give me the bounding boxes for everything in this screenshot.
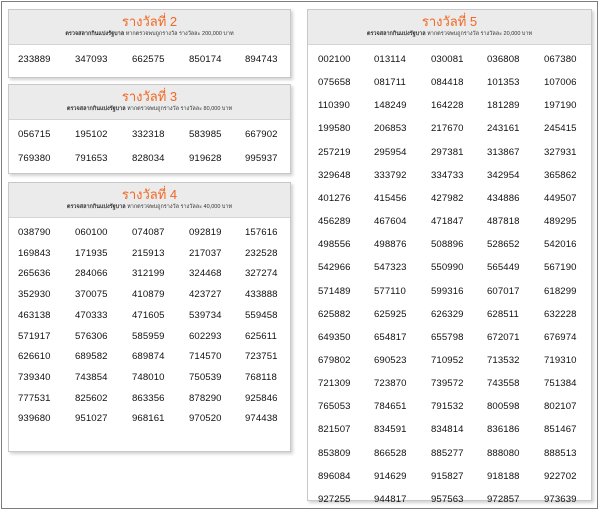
prize-number: 164228 [431, 100, 464, 112]
prize-number: 559458 [245, 309, 278, 321]
prize-number: 030081 [431, 54, 464, 65]
prize-5-title: รางวัลที่ 5 [421, 14, 478, 29]
prize-number: 565449 [487, 262, 520, 274]
prize-3-title: รางวัลที่ 3 [121, 89, 178, 104]
prize-number: 723751 [245, 351, 278, 363]
prize-number: 925846 [245, 392, 278, 404]
prize-number: 655798 [431, 331, 464, 343]
prize-number: 401276 [318, 192, 351, 204]
prize-3-header [9, 85, 290, 120]
prize-4-title: รางวัลที่ 4 [121, 187, 178, 202]
prize-number: 743558 [487, 378, 520, 390]
prize-number: 970520 [189, 413, 222, 425]
prize-number: 834591 [374, 424, 407, 436]
prize-number: 284066 [75, 268, 108, 280]
prize-number: 169843 [18, 247, 51, 259]
prize-number: 171935 [75, 247, 108, 259]
prize-number: 654817 [374, 331, 407, 343]
prize-2-header [9, 10, 290, 45]
prize-number: 470333 [75, 309, 108, 321]
prize-5-subtitle: ตรวจสลากกินแบ่งรัฐบาล หากตรวจพบถูกรางวัล รางวัลละ 20,000 บาท [366, 31, 533, 37]
prize-number: 433888 [245, 289, 278, 301]
prize-number: 550990 [431, 262, 464, 274]
prize-number: 312199 [132, 268, 165, 280]
prize-2-panel [8, 9, 291, 78]
prize-number: 710952 [431, 354, 464, 366]
prize-number: 750539 [189, 371, 222, 383]
prize-number: 352930 [18, 289, 51, 301]
prize-number: 539734 [189, 309, 222, 321]
prize-number: 542016 [544, 239, 577, 251]
prize-number: 471847 [431, 216, 464, 228]
prize-number: 571489 [318, 285, 351, 297]
prize-number: 181289 [487, 100, 520, 112]
prize-number: 195102 [75, 129, 108, 140]
prize-number: 995937 [245, 153, 278, 164]
prize-number: 863356 [132, 392, 165, 404]
prize-2-subtitle: ตรวจสลากกินแบ่งรัฐบาล หากตรวจพบถูกรางวัล รางวัลละ 200,000 บาท [65, 31, 234, 37]
prize-4-panel [8, 182, 291, 452]
prize-number: 410879 [132, 289, 165, 301]
prize-number: 498876 [374, 239, 407, 251]
prize-2-title: รางวัลที่ 2 [121, 14, 178, 29]
prize-number: 585959 [132, 330, 165, 342]
prize-number: 888080 [487, 447, 520, 459]
prize-number: 743854 [75, 371, 108, 383]
prize-number: 233889 [18, 54, 51, 65]
prize-number: 719310 [544, 354, 577, 366]
prize-number: 968161 [132, 413, 165, 425]
prize-number: 974438 [245, 413, 278, 425]
prize-number: 602293 [189, 330, 222, 342]
prize-number: 748010 [132, 371, 165, 383]
prize-number: 896084 [318, 470, 351, 482]
prize-number: 508896 [431, 239, 464, 251]
prize-number: 498556 [318, 239, 351, 251]
prize-number: 060100 [75, 227, 108, 238]
prize-3-panel [8, 84, 291, 174]
prize-number: 784651 [374, 401, 407, 413]
prize-number: 471605 [132, 309, 165, 321]
prize-5-panel [307, 9, 592, 505]
prize-number: 370075 [75, 289, 108, 301]
prize-number: 084418 [431, 77, 464, 89]
prize-number: 739572 [431, 378, 464, 390]
prize-number: 628511 [487, 308, 519, 320]
prize-number: 342954 [487, 169, 520, 181]
prize-4-header [9, 183, 290, 218]
prize-number: 632228 [544, 308, 577, 320]
prize-number: 866528 [374, 447, 407, 459]
prize-number: 036808 [487, 54, 520, 65]
prize-number: 821507 [318, 424, 351, 436]
prize-number: 056715 [18, 129, 51, 140]
prize-number: 333792 [374, 169, 407, 181]
prize-number: 888513 [544, 447, 577, 459]
prize-number: 334733 [431, 169, 464, 181]
prize-number: 922702 [544, 470, 577, 482]
prize-number: 723870 [374, 378, 407, 390]
prize-number: 427982 [431, 192, 464, 204]
prize-number: 672071 [487, 331, 520, 343]
prize-number: 423727 [189, 289, 222, 301]
prize-number: 777531 [18, 392, 51, 404]
prize-number: 245415 [544, 123, 577, 135]
prize-number: 721309 [318, 378, 351, 390]
prize-number: 972857 [487, 493, 520, 505]
prize-number: 542966 [318, 262, 351, 274]
prize-number: 232528 [245, 247, 278, 259]
prize-number: 768118 [245, 371, 277, 383]
prize-number: 199580 [318, 123, 351, 135]
prize-number: 038790 [18, 227, 51, 238]
prize-number: 576306 [75, 330, 108, 342]
prize-number: 800598 [487, 401, 520, 413]
prize-number: 148249 [374, 100, 407, 112]
prize-number: 257219 [318, 146, 351, 158]
prize-number: 197190 [544, 100, 577, 112]
prize-number: 676974 [544, 331, 577, 343]
prize-number: 583985 [189, 129, 222, 140]
prize-number: 791532 [431, 401, 464, 413]
prize-number: 607017 [487, 285, 520, 297]
prize-number: 463138 [18, 309, 51, 321]
prize-number: 690523 [374, 354, 407, 366]
prize-number: 944817 [374, 493, 407, 505]
prize-number: 599316 [431, 285, 464, 297]
prize-number: 919628 [189, 153, 222, 164]
prize-number: 625925 [374, 308, 407, 320]
prize-number: 825602 [75, 392, 108, 404]
prize-number: 074087 [132, 227, 165, 238]
prize-number: 157616 [245, 227, 278, 238]
prize-number: 915827 [431, 470, 464, 482]
prize-number: 110390 [318, 100, 350, 112]
prize-number: 918188 [487, 470, 520, 482]
prize-number: 217670 [431, 123, 464, 135]
prize-number: 434886 [487, 192, 520, 204]
prize-number: 547323 [374, 262, 407, 274]
prize-number: 850174 [189, 54, 222, 65]
prize-number: 265636 [18, 268, 51, 280]
prize-number: 836186 [487, 424, 520, 436]
prize-number: 324468 [189, 268, 222, 280]
prize-number: 107006 [544, 77, 577, 89]
prize-number: 101353 [487, 77, 520, 89]
prize-number: 487818 [487, 216, 520, 228]
prize-number: 567190 [544, 262, 577, 274]
prize-number: 215913 [132, 247, 165, 259]
prize-number: 456289 [318, 216, 351, 228]
prize-number: 885277 [431, 447, 464, 459]
prize-number: 329648 [318, 169, 351, 181]
prize-number: 067380 [544, 54, 577, 65]
prize-number: 013114 [374, 54, 406, 65]
prize-number: 081711 [374, 77, 406, 89]
prize-number: 851467 [544, 424, 577, 436]
prize-number: 951027 [75, 413, 108, 425]
prize-number: 625611 [245, 330, 277, 342]
prize-number: 332318 [132, 129, 165, 140]
prize-4-subtitle: ตรวจสลากกินแบ่งรัฐบาล หากตรวจพบถูกรางวัล รางวัลละ 40,000 บาท [66, 204, 233, 210]
prize-number: 626329 [431, 308, 464, 320]
prize-number: 713532 [487, 354, 520, 366]
prize-number: 739340 [18, 371, 51, 383]
prize-number: 075658 [318, 77, 351, 89]
prize-number: 679802 [318, 354, 351, 366]
prize-number: 295954 [374, 146, 407, 158]
prize-number: 528652 [487, 239, 520, 251]
prize-number: 957563 [431, 493, 464, 505]
prize-number: 313867 [487, 146, 520, 158]
prize-number: 625882 [318, 308, 351, 320]
prize-number: 571917 [18, 330, 51, 342]
prize-number: 802107 [544, 401, 577, 413]
prize-5-header [308, 10, 591, 45]
prize-number: 769380 [18, 153, 51, 164]
prize-number: 002100 [318, 54, 351, 65]
prize-number: 765053 [318, 401, 351, 413]
prize-number: 297381 [431, 146, 464, 158]
prize-number: 327931 [544, 146, 577, 158]
prize-number: 828034 [132, 153, 165, 164]
prize-number: 649350 [318, 331, 351, 343]
prize-number: 092819 [189, 227, 222, 238]
prize-number: 973639 [544, 493, 577, 505]
prize-number: 714570 [189, 351, 222, 363]
prize-number: 791653 [75, 153, 108, 164]
prize-number: 834814 [431, 424, 464, 436]
prize-3-subtitle: ตรวจสลากกินแบ่งรัฐบาล หากตรวจพบถูกรางวัล รางวัลละ 80,000 บาท [66, 106, 233, 112]
prize-number: 577110 [374, 285, 406, 297]
prize-number: 894743 [245, 54, 278, 65]
prize-number: 927255 [318, 493, 351, 505]
prize-number: 449507 [544, 192, 577, 204]
prize-number: 689582 [75, 351, 108, 363]
prize-number: 626610 [18, 351, 51, 363]
prize-number: 489295 [544, 216, 577, 228]
prize-number: 662575 [132, 54, 165, 65]
prize-number: 415456 [374, 192, 407, 204]
prize-number: 914629 [374, 470, 407, 482]
prize-number: 751384 [544, 378, 577, 390]
prize-number: 217037 [189, 247, 222, 259]
prize-number: 853809 [318, 447, 351, 459]
prize-number: 878290 [189, 392, 222, 404]
prize-number: 347093 [75, 54, 108, 65]
prize-number: 243161 [487, 123, 520, 135]
prize-number: 467604 [374, 216, 407, 228]
prize-number: 365862 [544, 169, 577, 181]
prize-number: 206853 [374, 123, 407, 135]
prize-number: 327274 [245, 268, 278, 280]
prize-number: 667902 [245, 129, 278, 140]
prize-number: 939680 [18, 413, 51, 425]
prize-number: 689874 [132, 351, 165, 363]
prize-number: 618299 [544, 285, 577, 297]
